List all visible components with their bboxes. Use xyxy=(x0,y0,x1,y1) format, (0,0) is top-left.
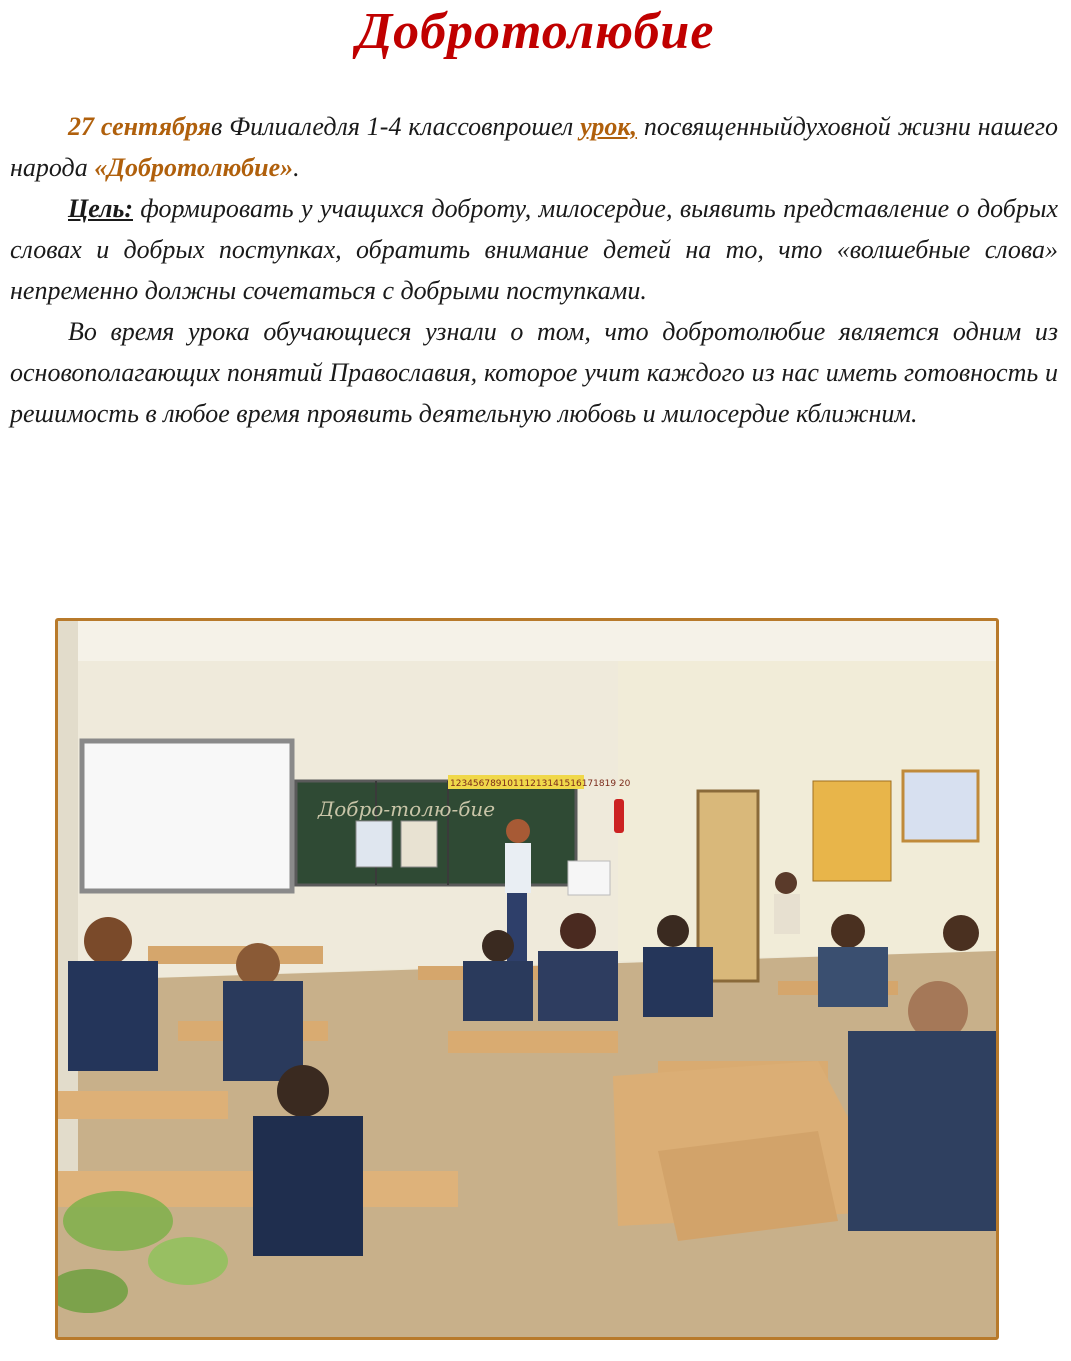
number-strip: 12345678910111213141516171819 20 xyxy=(450,779,631,789)
lesson-topic: «Добротолюбие» xyxy=(94,153,294,182)
event-date: 27 сентября xyxy=(68,112,212,141)
paragraph-goal xyxy=(10,188,1058,311)
intro-end: . xyxy=(293,153,300,182)
intro-text-1: в Филиаледля 1-4 классовпрошел xyxy=(211,112,581,141)
board-text: Добро-толю-бие xyxy=(318,797,496,821)
classroom-photo-illustration xyxy=(58,621,996,1337)
lesson-word: урок, xyxy=(580,112,638,141)
goal-label: Цель: xyxy=(68,194,133,223)
article-body xyxy=(10,106,1058,434)
paragraph-summary: Во время урока обучающиеся узнали о том, что добротолюбие является одним из основополагающих понятий Православия, которое учит каждого из нас иметь готовность и решимость в любое время проявить деятельную любовь и милосердие кближним. xyxy=(10,317,1058,428)
paragraph-intro xyxy=(10,106,1058,188)
page-title: Добротолюбие xyxy=(356,3,715,60)
goal-text: формировать у учащихся доброту, милосердие, выявить представление о добрых словах и добрых поступках, обратить внимание детей на то, что «волшебные слова» непременно должны сочетаться с добрыми поступками. xyxy=(10,194,1058,305)
intro-text-2: посвященныйдуховной жизни нашего народа xyxy=(10,112,1058,182)
classroom-photo xyxy=(55,618,999,1340)
